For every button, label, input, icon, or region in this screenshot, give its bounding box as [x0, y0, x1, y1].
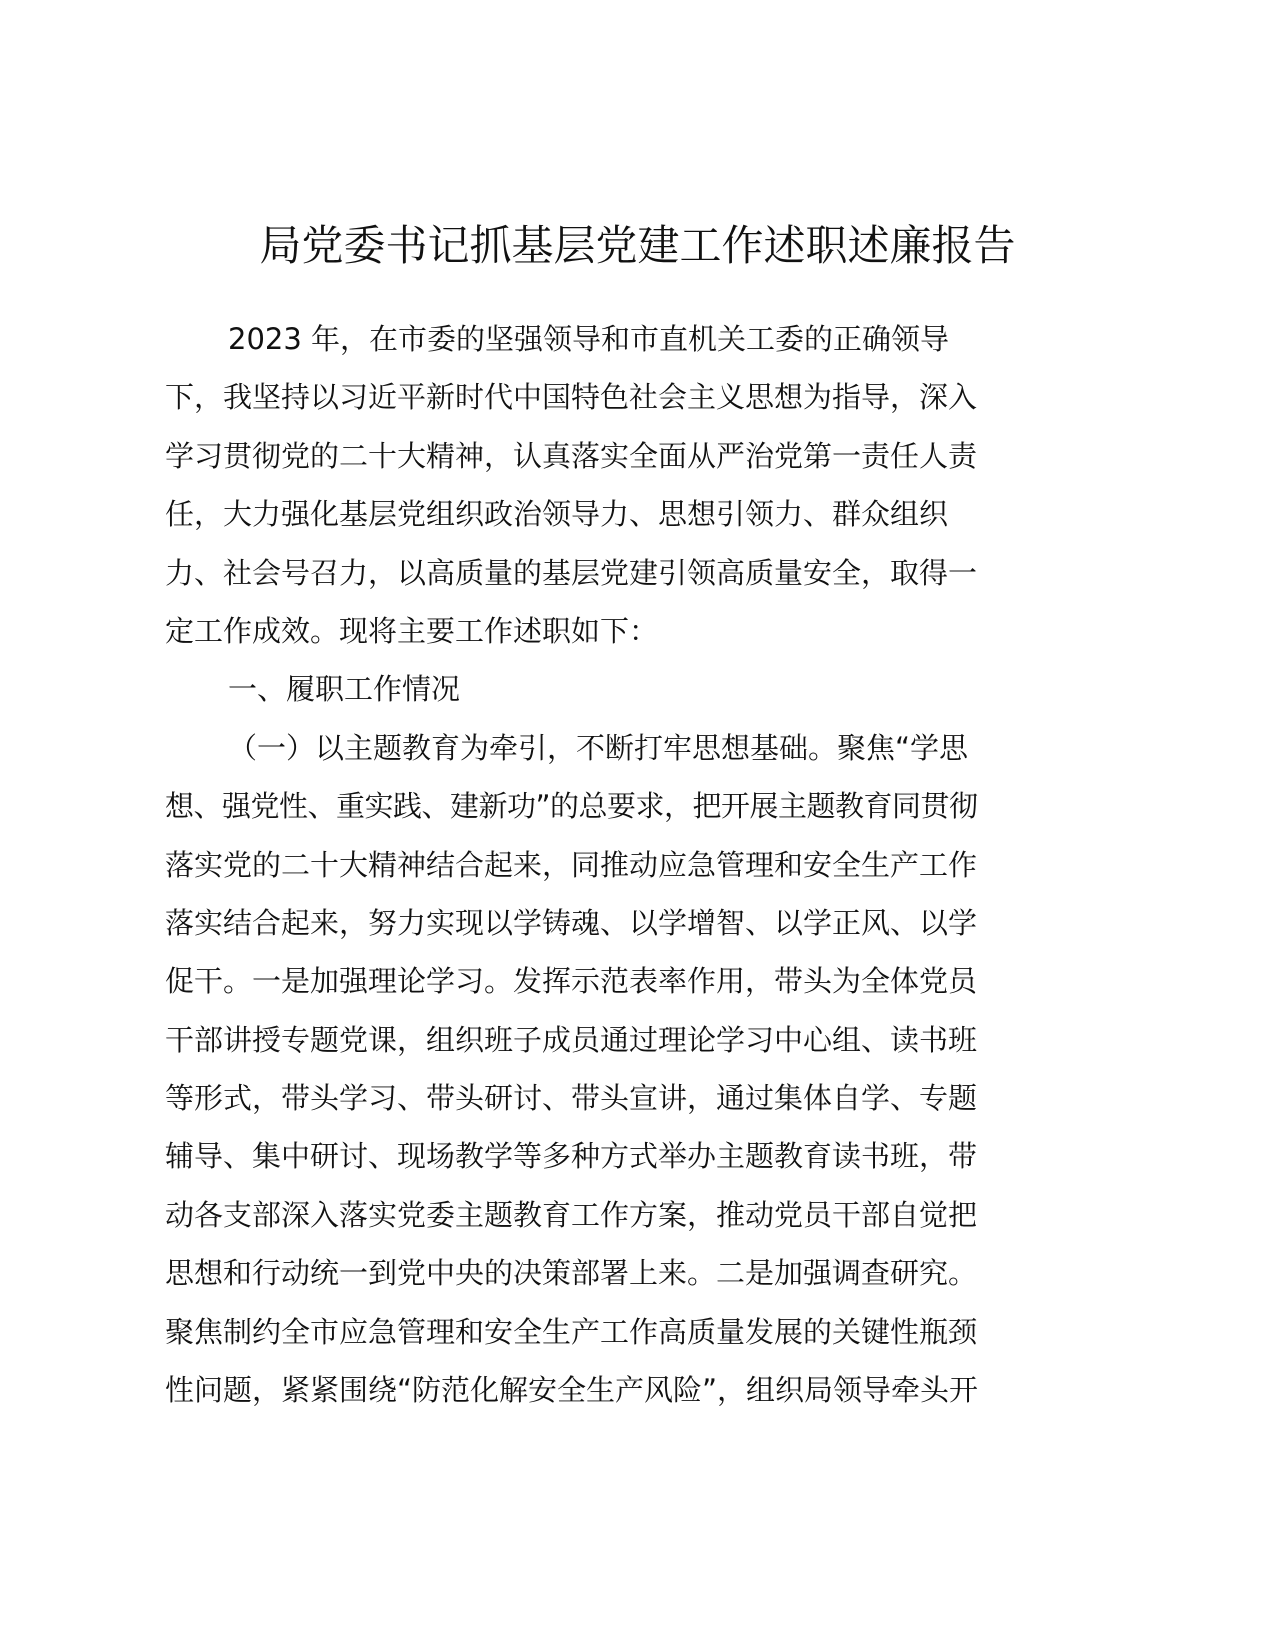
body-line-8: （一）以主题教育为牵引，不断打牢思想基础。聚焦“学思	[228, 730, 969, 765]
body-line-10: 落实党的二十大精神结合起来，同推动应急管理和安全生产工作	[165, 847, 978, 882]
body-line-15: 辅导、集中研讨、现场教学等多种方式举办主题教育读书班，带	[165, 1139, 978, 1174]
document-body	[165, 310, 1110, 1419]
body-line-18: 聚焦制约全市应急管理和安全生产工作高质量发展的关键性瓶颈	[165, 1314, 978, 1349]
body-line-12: 促干。一是加强理论学习。发挥示范表率作用，带头为全体党员	[165, 964, 978, 999]
body-line-6: 定工作成效。现将主要工作述职如下：	[165, 613, 659, 648]
body-line-16: 动各支部深入落实党委主题教育工作方案，推动党员干部自觉把	[165, 1197, 978, 1232]
body-line-11: 落实结合起来，努力实现以学铸魂、以学增智、以学正风、以学	[165, 905, 978, 940]
body-line-3: 学习贯彻党的二十大精神，认真落实全面从严治党第一责任人责	[165, 438, 978, 473]
body-line-9: 想、强党性、重实践、建新功”的总要求，把开展主题教育同贯彻	[165, 789, 978, 824]
body-line-14: 等形式，带头学习、带头研讨、带头宣讲，通过集体自学、专题	[165, 1081, 978, 1116]
body-line-2: 下，我坚持以习近平新时代中国特色社会主义思想为指导，深入	[165, 380, 978, 415]
body-line-13: 干部讲授专题党课，组织班子成员通过理论学习中心组、读书班	[165, 1022, 978, 1057]
body-line-4: 任，大力强化基层党组织政治领导力、思想引领力、群众组织	[165, 497, 949, 532]
document-title: 局党委书记抓基层党建工作述职述廉报告	[259, 221, 1016, 270]
body-line-19: 性问题，紧紧围绕“防范化解安全生产风险”，组织局领导牵头开	[165, 1373, 979, 1408]
section-heading: 一、履职工作情况	[228, 672, 461, 707]
body-line-17: 思想和行动统一到党中央的决策部署上来。二是加强调查研究。	[165, 1256, 978, 1291]
body-line-5: 力、社会号召力，以高质量的基层党建引领高质量安全，取得一	[165, 555, 978, 590]
body-line-1: 2023 年，在市委的坚强领导和市直机关工委的正确领导	[228, 322, 950, 356]
